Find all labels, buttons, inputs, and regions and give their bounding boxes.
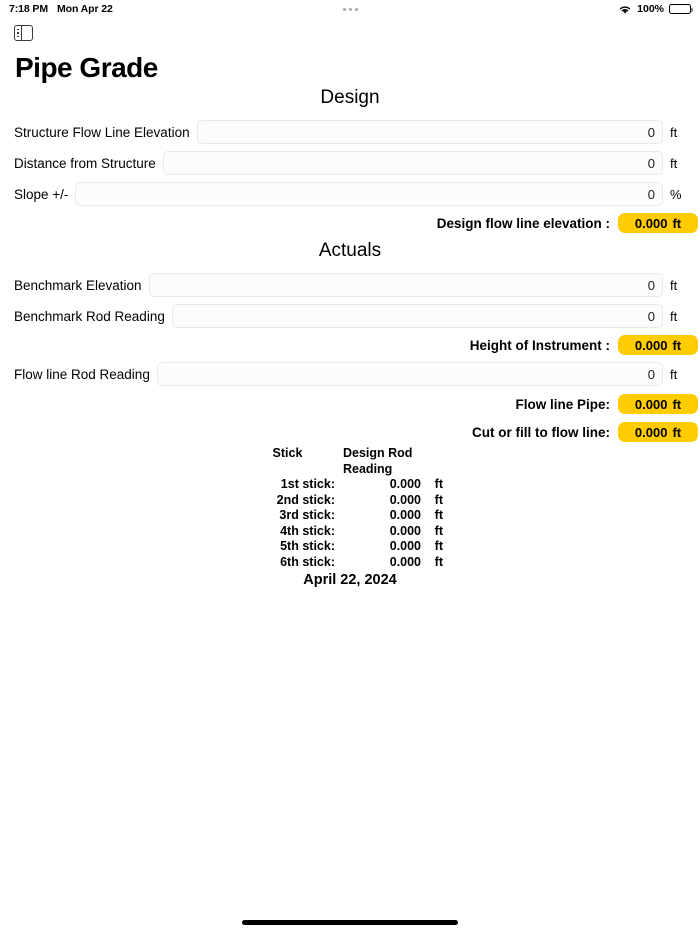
sidebar-tick (17, 36, 20, 37)
result-height-of-instrument (470, 335, 698, 355)
badge-unit: ft (672, 396, 682, 412)
battery-icon (669, 4, 691, 15)
sidebar-divider (21, 26, 22, 40)
dot (355, 8, 358, 11)
status-time: 7:18 PM (9, 3, 48, 15)
stick-label: 2nd stick: (276, 492, 335, 507)
stick-unit: ft (434, 554, 443, 569)
label-design-flow-line-elevation: Design flow line elevation : (436, 215, 610, 231)
label-distance-from-structure: Distance from Structure (14, 155, 156, 171)
row-flow-line-rod-reading (14, 362, 686, 386)
section-header-design: Design (320, 87, 380, 108)
stick-unit: ft (434, 492, 443, 507)
badge-value: 0.000 (634, 215, 668, 231)
stick-reading: 0.000 (389, 554, 421, 569)
row-benchmark-elevation (14, 273, 686, 297)
row-slope (14, 182, 686, 206)
stick-label: 6th stick: (280, 554, 335, 569)
result-flow-line-pipe (515, 394, 698, 414)
unit-distance-from-structure: ft (670, 155, 678, 171)
home-indicator[interactable] (242, 920, 458, 925)
badge-flow-line-pipe (618, 394, 698, 414)
stick-reading: 0.000 (389, 477, 421, 491)
battery-percent: 100% (637, 3, 664, 15)
badge-height-of-instrument (618, 335, 698, 355)
input-benchmark-rod-reading[interactable]: 0 (172, 304, 663, 328)
unit-slope: % (670, 186, 682, 202)
input-distance-from-structure[interactable]: 0 (163, 151, 663, 175)
label-cut-or-fill: Cut or fill to flow line: (472, 424, 610, 440)
stick-unit: ft (434, 539, 443, 553)
input-benchmark-elevation[interactable]: 0 (149, 273, 663, 297)
stick-table-header-reading: Design Rod Reading (343, 446, 413, 476)
stick-label: 4th stick: (280, 523, 335, 538)
stick-table-header-stick: Stick (272, 446, 303, 460)
badge-unit: ft (672, 424, 682, 440)
row-benchmark-rod-reading (14, 304, 686, 328)
section-header-actuals: Actuals (318, 240, 382, 261)
input-slope[interactable]: 0 (75, 182, 663, 206)
stick-reading: 0.000 (389, 539, 421, 553)
stick-label: 3rd stick: (279, 508, 335, 522)
badge-cut-or-fill (618, 422, 698, 442)
table-row (240, 524, 460, 540)
status-bar-left (9, 3, 113, 15)
dot (343, 8, 346, 11)
result-cut-or-fill (472, 422, 698, 442)
badge-design-flow-line-elevation (618, 213, 698, 233)
badge-value: 0.000 (634, 337, 668, 353)
badge-unit: ft (672, 215, 682, 231)
unit-benchmark-elevation: ft (670, 277, 678, 293)
input-flow-line-rod-reading[interactable]: 0 (157, 362, 663, 386)
table-row (240, 493, 460, 509)
label-benchmark-rod-reading: Benchmark Rod Reading (14, 308, 165, 324)
label-flow-line-rod-reading: Flow line Rod Reading (14, 366, 150, 382)
row-distance-from-structure (14, 151, 686, 175)
label-benchmark-elevation: Benchmark Elevation (14, 277, 142, 293)
status-bar-right (618, 3, 691, 15)
table-row (240, 555, 460, 571)
stick-table-header-row (240, 446, 460, 477)
stick-table-date: April 22, 2024 (303, 572, 397, 588)
wifi-icon (618, 4, 632, 15)
sidebar-tick (17, 32, 20, 33)
sidebar-tick (17, 29, 20, 30)
row-structure-flow-line-elevation (14, 120, 686, 144)
result-design-flow-line-elevation (437, 213, 698, 233)
stick-label: 5th stick: (280, 539, 335, 553)
stick-unit: ft (434, 508, 443, 522)
stick-reading: 0.000 (389, 508, 421, 522)
badge-value: 0.000 (634, 396, 668, 412)
stick-reading: 0.000 (389, 492, 421, 507)
table-row (240, 477, 460, 493)
input-structure-flow-line-elevation[interactable]: 0 (197, 120, 663, 144)
stick-table (0, 446, 700, 588)
status-bar (0, 0, 700, 18)
sidebar-toggle-icon[interactable] (14, 25, 33, 41)
label-structure-flow-line-elevation: Structure Flow Line Elevation (14, 124, 190, 140)
unit-flow-line-rod-reading: ft (670, 366, 678, 382)
badge-value: 0.000 (634, 424, 668, 440)
label-flow-line-pipe: Flow line Pipe: (515, 396, 610, 412)
unit-structure-flow-line-elevation: ft (670, 124, 678, 140)
dot (349, 8, 352, 11)
table-row (240, 508, 460, 524)
unit-benchmark-rod-reading: ft (670, 308, 678, 324)
stick-unit: ft (434, 477, 443, 491)
label-slope: Slope +/- (14, 186, 69, 202)
stick-unit: ft (434, 523, 443, 538)
table-row (240, 539, 460, 555)
stick-reading: 0.000 (389, 523, 421, 538)
badge-unit: ft (672, 337, 682, 353)
status-date: Mon Apr 22 (56, 3, 113, 15)
page-title: Pipe Grade (15, 52, 158, 83)
label-height-of-instrument: Height of Instrument : (469, 337, 610, 353)
stick-label: 1st stick: (280, 477, 335, 491)
